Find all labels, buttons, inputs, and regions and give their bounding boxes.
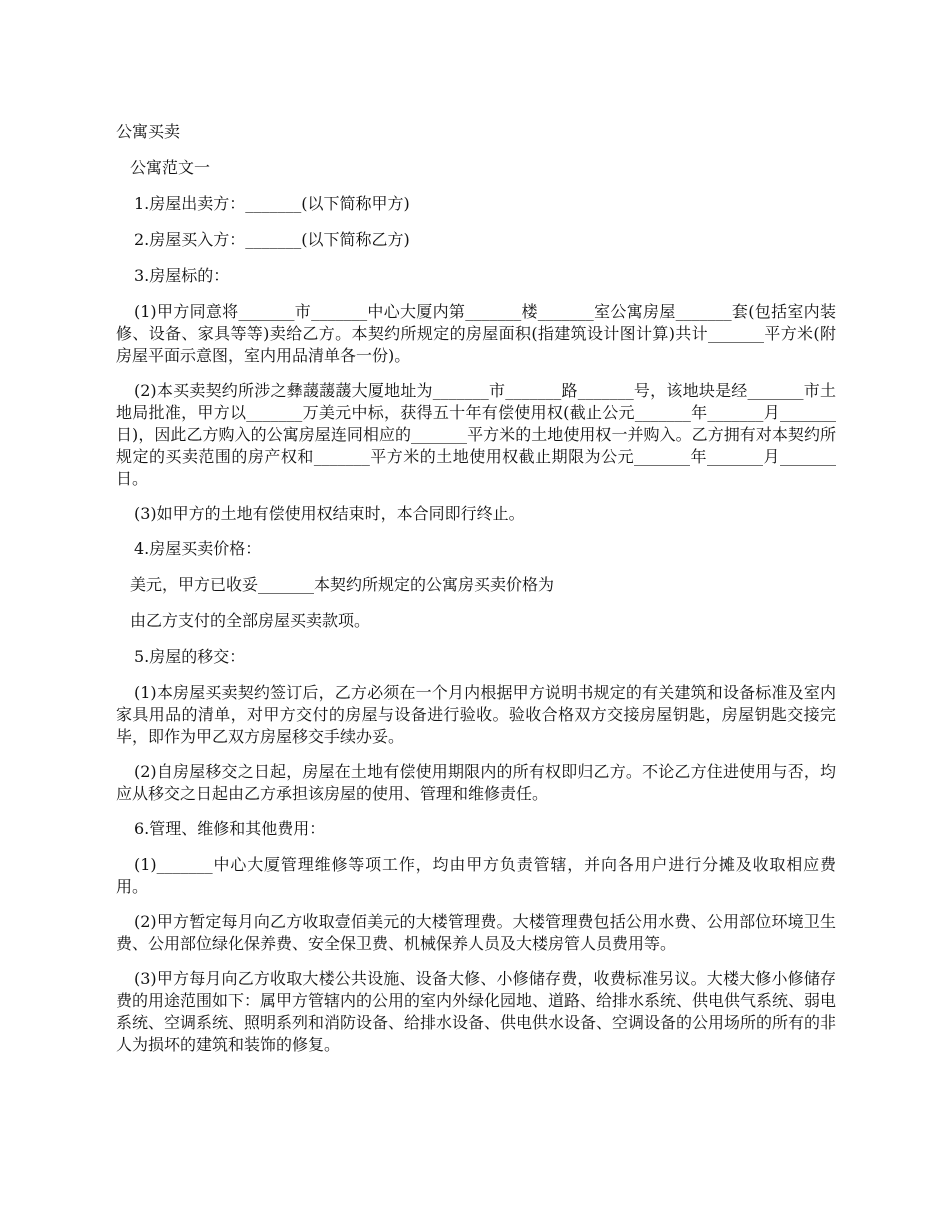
clause-management-3: (3)甲方每月向乙方收取大楼公共设施、设备大修、小修储存费，收费标准另议。大楼大修小修储存费的用途范围如下：属甲方管辖内的公用的室内外绿化园地、道路、给排水系统、供电供气系统、弱电系统、空调系统、照明系列和消防设备、给排水设备、供电供水设备、空调设备的公用场所的所有的非人为损坏的建筑和装饰的修复。 [116,969,837,1054]
clause-property-heading: 3.房屋标的： [134,266,230,285]
document-title: 公寓买卖 [116,122,181,141]
document-body [116,121,836,1069]
clause-management-heading: 6.管理、维修和其他费用： [134,819,326,838]
clause-handover-1: (1)本房屋买卖契约签订后，乙方必须在一个月内根据甲方说明书规定的有关建筑和设备标准及室内家具用品的清单，对甲方交付的房屋与设备进行验收。验收合格双方交接房屋钥匙，房屋钥匙交接完毕，即作为甲乙双方房屋移交手续办妥。 [116,683,836,746]
clause-price-heading: 4.房屋买卖价格： [134,539,262,558]
clause-price-line-1: 美元，甲方已收妥_______本契约所规定的公寓房买卖价格为 [130,575,555,594]
clause-property-3: (3)如甲方的土地有偿使用权结束时，本合同即行终止。 [134,504,525,523]
clause-property-2: (2)本买卖契约所涉之彝蘐蘐蘐大厦地址为_______市_______路_______号，该地块是经_______市土地局批准，甲方以_______万美元中标，获得五十年有偿使用权(截止公元_______年_______月_______日)，因此乙方购入的公寓房屋连同相应的_______平方米的土地使用权一并购入。乙方拥有对本契约所规定的买卖范围的房产权和_______平方米的土地使用权截止期限为公元_______年_______月_______日。 [116,381,836,488]
clause-management-2: (2)甲方暂定每月向乙方收取壹佰美元的大楼管理费。大楼管理费包括公用水费、公用部位环境卫生费、公用部位绿化保养费、安全保卫费、机械保养人员及大楼房管人员费用等。 [116,912,836,953]
clause-handover-heading: 5.房屋的移交： [134,647,246,666]
clause-seller: 1.房屋出卖方：_______(以下简称甲方) [134,194,410,213]
clause-buyer: 2.房屋买入方：_______(以下简称乙方) [134,230,410,249]
clause-management-1: (1)_______中心大厦管理维修等项工作，均由甲方负责管辖，并向各用户进行分摊及收取相应费用。 [116,855,836,896]
clause-property-1: (1)甲方同意将_______市_______中心大厦内第_______楼_______室公寓房屋_______套(包括室内装修、设备、家具等等)卖给乙方。本契约所规定的房屋面积(指建筑设计图计算)共计_______平方米(附房屋平面示意图，室内用品清单各一份)。 [116,302,836,365]
document-subtitle: 公寓范文一 [130,158,211,177]
clause-price-line-2: 由乙方支付的全部房屋买卖款项。 [130,611,371,630]
clause-handover-2: (2)自房屋移交之日起，房屋在土地有偿使用期限内的所有权即归乙方。不论乙方住进使用与否，均应从移交之日起由乙方承担该房屋的使用、管理和维修责任。 [116,762,836,803]
